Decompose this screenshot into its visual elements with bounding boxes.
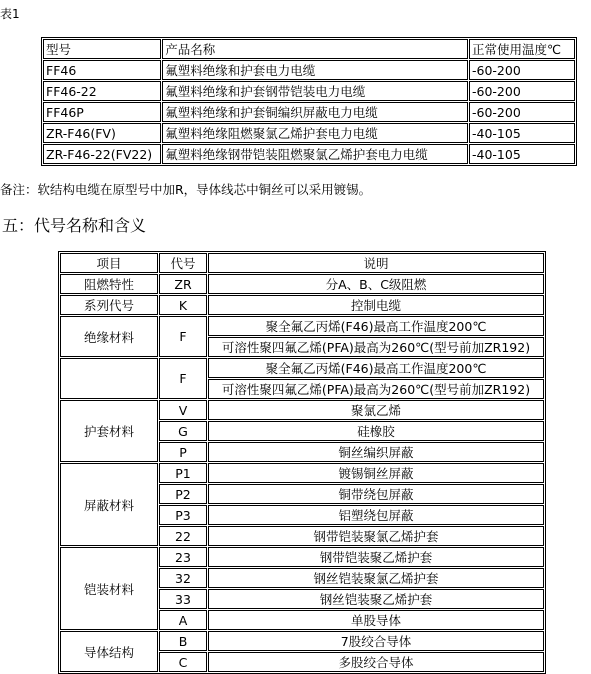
table-cell: FF46-22 xyxy=(43,81,161,101)
table-cell: -60-200 xyxy=(469,81,575,101)
code-cell: F xyxy=(159,316,207,357)
group-label-cell: 护套材料 xyxy=(60,400,158,462)
table-caption: 表1 xyxy=(0,7,20,21)
group-label-cell: 导体结构 xyxy=(60,631,158,672)
note-text: 备注：软结构电缆在原型号中加R，导体线芯中铜丝可以采用镀锡。 xyxy=(0,182,372,197)
header-cell: 产品名称 xyxy=(162,39,468,59)
code-meaning-table xyxy=(58,251,546,674)
desc-cell: 铜丝编织屏蔽 xyxy=(208,442,544,462)
code-cell: 23 xyxy=(159,547,207,567)
table-row xyxy=(43,81,575,101)
table-cell: 氟塑料绝缘和护套电力电缆 xyxy=(162,60,468,80)
product-table xyxy=(41,37,577,166)
code-cell: P xyxy=(159,442,207,462)
table-header-row xyxy=(43,39,575,59)
desc-cell: 铜带绕包屏蔽 xyxy=(208,484,544,504)
table-cell: -40-105 xyxy=(469,144,575,164)
code-cell: A xyxy=(159,610,207,630)
header-cell: 型号 xyxy=(43,39,161,59)
table-cell: FF46 xyxy=(43,60,161,80)
group-label-cell: 铠装材料 xyxy=(60,547,158,630)
table-row xyxy=(43,144,575,164)
desc-cell: 硅橡胶 xyxy=(208,421,544,441)
header-cell: 项目 xyxy=(60,253,158,273)
code-cell: P1 xyxy=(159,463,207,483)
header-cell: 正常使用温度℃ xyxy=(469,39,575,59)
desc-cell: 分A、B、C级阻燃 xyxy=(208,274,544,294)
table-cell: -60-200 xyxy=(469,60,575,80)
table-cell: -60-200 xyxy=(469,102,575,122)
table-row xyxy=(60,547,544,567)
desc-cell: 可溶性聚四氟乙烯(PFA)最高为260℃(型号前加ZR192) xyxy=(208,379,544,399)
table-cell: 氟塑料绝缘钢带铠装阻燃聚氯乙烯护套电力电缆 xyxy=(162,144,468,164)
group-label-cell: 屏蔽材料 xyxy=(60,463,158,546)
table-row xyxy=(43,123,575,143)
code-cell: G xyxy=(159,421,207,441)
code-cell: 32 xyxy=(159,568,207,588)
code-cell: 22 xyxy=(159,526,207,546)
desc-cell: 单股导体 xyxy=(208,610,544,630)
code-cell: K xyxy=(159,295,207,315)
group-label-cell: 绝缘材料 xyxy=(60,316,158,357)
table-row xyxy=(60,295,544,315)
desc-cell: 可溶性聚四氟乙烯(PFA)最高为260℃(型号前加ZR192) xyxy=(208,337,544,357)
desc-cell: 钢丝铠装聚氯乙烯护套 xyxy=(208,568,544,588)
code-cell: 33 xyxy=(159,589,207,609)
table-row xyxy=(60,316,544,336)
code-cell: F xyxy=(159,358,207,399)
table-cell: 氟塑料绝缘和护套铜编织屏蔽电力电缆 xyxy=(162,102,468,122)
group-label-cell: 阻燃特性 xyxy=(60,274,158,294)
table-cell: -40-105 xyxy=(469,123,575,143)
group-label-cell: 系列代号 xyxy=(60,295,158,315)
table-row xyxy=(43,60,575,80)
code-cell: ZR xyxy=(159,274,207,294)
code-cell: V xyxy=(159,400,207,420)
code-cell: B xyxy=(159,631,207,651)
desc-cell: 聚全氟乙丙烯(F46)最高工作温度200℃ xyxy=(208,358,544,378)
table-row xyxy=(60,400,544,420)
table-row xyxy=(60,274,544,294)
desc-cell: 钢带铠装聚乙烯护套 xyxy=(208,547,544,567)
desc-cell: 多股绞合导体 xyxy=(208,652,544,672)
desc-cell: 镀锡铜丝屏蔽 xyxy=(208,463,544,483)
desc-cell: 聚氯乙烯 xyxy=(208,400,544,420)
code-cell: P2 xyxy=(159,484,207,504)
table-cell: FF46P xyxy=(43,102,161,122)
table-row xyxy=(60,358,544,378)
table-header-row xyxy=(60,253,544,273)
table-row xyxy=(60,631,544,651)
code-cell: C xyxy=(159,652,207,672)
table-cell: 氟塑料绝缘阻燃聚氯乙烯护套电力电缆 xyxy=(162,123,468,143)
header-cell: 代号 xyxy=(159,253,207,273)
desc-cell: 钢带铠装聚氯乙烯护套 xyxy=(208,526,544,546)
table-cell: 氟塑料绝缘和护套钢带铠装电力电缆 xyxy=(162,81,468,101)
desc-cell: 钢丝铠装聚乙烯护套 xyxy=(208,589,544,609)
desc-cell: 铝塑绕包屏蔽 xyxy=(208,505,544,525)
header-cell: 说明 xyxy=(208,253,544,273)
group-label-cell xyxy=(60,358,158,399)
table-cell: ZR-F46(FV) xyxy=(43,123,161,143)
section-title: 五：代号名称和含义 xyxy=(2,216,147,235)
desc-cell: 聚全氟乙丙烯(F46)最高工作温度200℃ xyxy=(208,316,544,336)
table-cell: ZR-F46-22(FV22) xyxy=(43,144,161,164)
desc-cell: 控制电缆 xyxy=(208,295,544,315)
table-row xyxy=(60,463,544,483)
table-row xyxy=(43,102,575,122)
code-cell: P3 xyxy=(159,505,207,525)
desc-cell: 7股绞合导体 xyxy=(208,631,544,651)
